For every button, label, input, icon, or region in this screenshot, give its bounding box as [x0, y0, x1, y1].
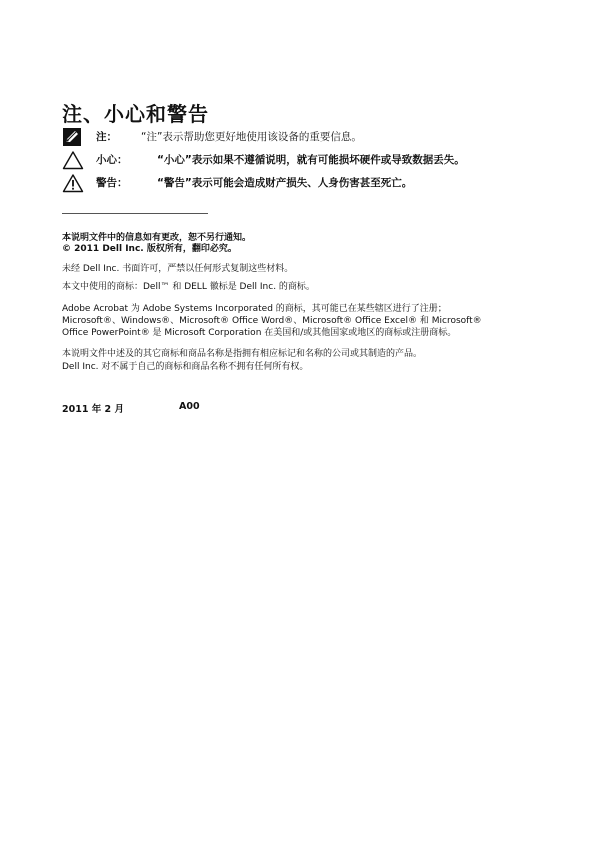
info-change-notice: 本说明文件中的信息如有更改，恕不另行通知。	[62, 233, 252, 243]
trademarks-used: 本文中使用的商标：Dell™ 和 DELL 徽标是 Dell Inc. 的商标。	[62, 282, 315, 292]
note-notice	[62, 127, 562, 147]
caution-triangle-icon	[62, 150, 84, 170]
note-label: 注：	[96, 131, 117, 143]
caution-notice	[62, 150, 562, 170]
page-title: 注、小心和警告	[62, 102, 209, 126]
note-pencil-icon	[62, 127, 84, 147]
trademarks-adobe-line-3: Office PowerPoint® 是 Microsoft Corporation 在美国和/或其他国家或地区的商标或注册商标。	[62, 328, 457, 338]
caution-label: 小心：	[96, 154, 128, 166]
caution-text: “小心”表示如果不遵循说明，就有可能损坏硬件或导致数据丢失。	[157, 154, 465, 166]
reproduction-notice: 未经 Dell Inc. 书面许可，严禁以任何形式复制这些材料。	[62, 264, 294, 274]
copyright-line: © 2011 Dell Inc. 版权所有，翻印必究。	[62, 244, 237, 254]
warning-notice	[62, 173, 562, 193]
trademarks-adobe-line-1: Adobe Acrobat 为 Adobe Systems Incorporated 的商标，其可能已在某些辖区进行了注册；	[62, 304, 447, 314]
note-text: “注”表示帮助您更好地使用该设备的重要信息。	[141, 131, 362, 143]
warning-exclamation-icon	[62, 173, 84, 193]
revision-code: A00	[179, 401, 200, 412]
trademarks-other-line-2: Dell Inc. 对不属于自己的商标和商品名称不拥有任何所有权。	[62, 362, 309, 372]
publication-date-row	[62, 401, 200, 415]
warning-label: 警告：	[96, 177, 128, 189]
trademarks-other-line-1: 本说明文件中述及的其它商标和商品名称是指拥有相应标记和名称的公司或其制造的产品。	[62, 349, 423, 359]
divider-rule	[62, 213, 208, 214]
publication-date: 2011 年 2 月	[62, 404, 124, 415]
trademarks-adobe-line-2: Microsoft®、Windows®、Microsoft® Office Word®、Microsoft® Office Excel® 和 Microsoft®	[62, 316, 482, 326]
warning-text: “警告”表示可能会造成财产损失、人身伤害甚至死亡。	[157, 177, 413, 189]
